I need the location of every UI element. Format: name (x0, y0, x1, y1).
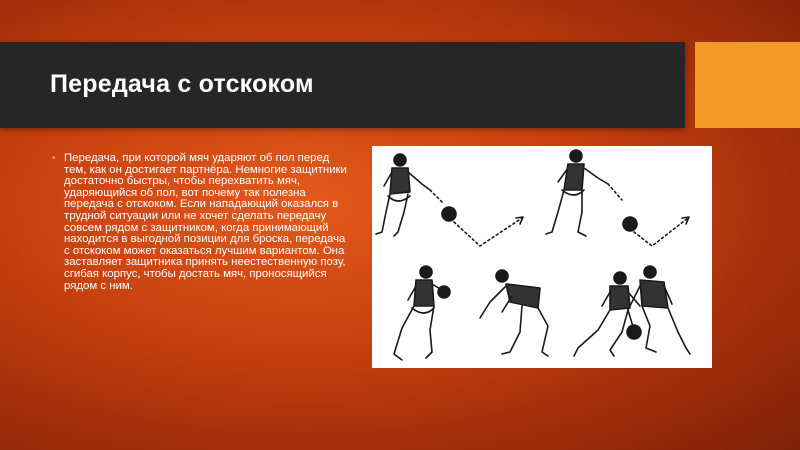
bounce-pass-illustration (372, 146, 712, 368)
defender-figure-1 (480, 270, 548, 356)
receiver-figure-2 (574, 272, 641, 356)
bounce-path-1 (430, 190, 523, 246)
receiver-figure-1 (394, 266, 450, 360)
title-bar (0, 42, 685, 128)
defender-figure-2 (628, 266, 690, 354)
passer-figure-1 (376, 154, 430, 236)
body-text-box (52, 153, 352, 292)
bullet-text: Передача, при которой мяч ударяют об пол перед тем, как он достигает партнёра. Немногие защитники достаточно быстры, чтобы перехватить мяч, ударяющийся об пол, вот почему так полезна передача с отскоком. Если нападающий оказался в трудной ситуации или не хочет сделать передачу совсем рядом с защитником, когда принимающий находится в выгодной позиции для броска, передача с отскоком может оказаться лучшим вариантом. Она заставляет защитника принять неестественную позу, сгибая корпус, чтобы достать мяч, проносящийся рядом с ним. (64, 152, 347, 292)
bullet-item (52, 153, 352, 292)
slide-title: Передача с отскоком (50, 70, 314, 98)
passer-figure-2 (546, 150, 608, 236)
bullet-icon: • (52, 153, 56, 164)
accent-block (695, 42, 800, 128)
bounce-path-2 (608, 184, 689, 246)
